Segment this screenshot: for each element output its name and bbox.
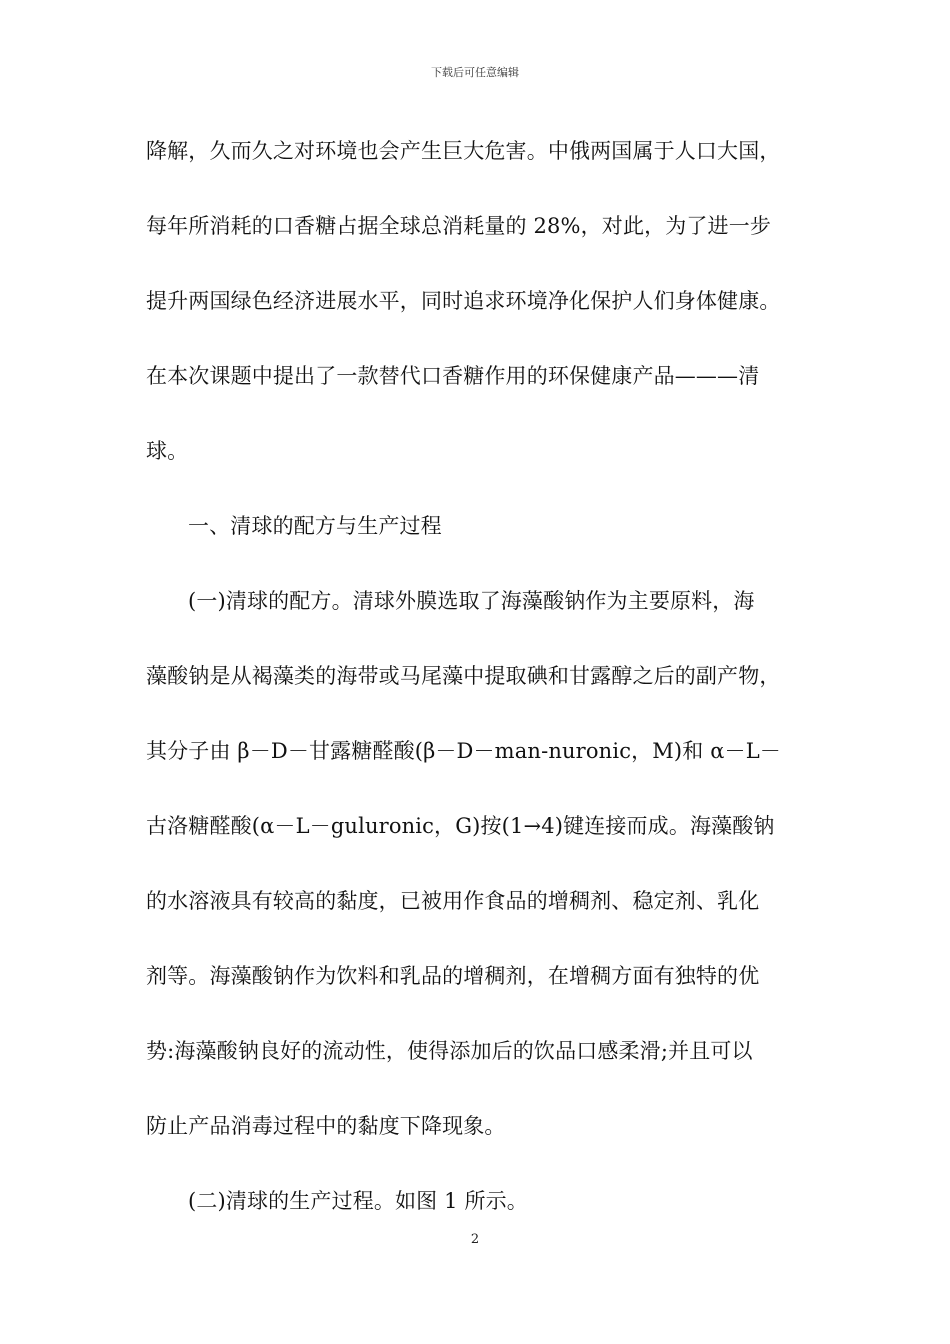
body-text-line-13: 势:海藻酸钠良好的流动性，使得添加后的饮品口感柔滑;并且可以 — [146, 1039, 753, 1063]
body-text-line-8: 藻酸钠是从褐藻类的海带或马尾藻中提取碘和甘露醇之后的副产物， — [146, 664, 781, 688]
body-text-line-4: 在本次课题中提出了一款替代口香糖作用的环保健康产品———清 — [146, 364, 760, 388]
body-text-line-14: 防止产品消毒过程中的黏度下降现象。 — [146, 1114, 506, 1138]
body-text-line-11: 的水溶液具有较高的黏度，已被用作食品的增稠剂、稳定剂、乳化 — [146, 889, 760, 913]
body-text-line-3: 提升两国绿色经济进展水平，同时追求环境净化保护人们身体健康。 — [146, 289, 781, 313]
body-text-line-12: 剂等。海藻酸钠作为饮料和乳品的增稠剂，在增稠方面有独特的优 — [146, 964, 760, 988]
body-text-line-10: 古洛糖醛酸(α－L－guluronic，G)按(1→4)键连接而成。海藻酸钠 — [146, 814, 775, 838]
page-header: 下载后可任意编辑 — [431, 66, 519, 79]
body-text-line-2: 每年所消耗的口香糖占据全球总消耗量的 28%，对此，为了进一步 — [146, 214, 771, 238]
body-text-line-5: 球。 — [146, 439, 189, 463]
body-text-line-1: 降解，久而久之对环境也会产生巨大危害。中俄两国属于人口大国， — [146, 139, 781, 163]
body-text-line-9: 其分子由 β－D－甘露糖醛酸(β－D－man-nuronic，M)和 α－L－ — [146, 739, 781, 763]
section-heading: 一、清球的配方与生产过程 — [188, 514, 442, 538]
subsection-2-paragraph: (二)清球的生产过程。如图 1 所示。 — [188, 1189, 528, 1213]
page-number: 2 — [470, 1232, 480, 1247]
subsection-1-paragraph-start: (一)清球的配方。清球外膜选取了海藻酸钠作为主要原料，海 — [188, 589, 755, 613]
